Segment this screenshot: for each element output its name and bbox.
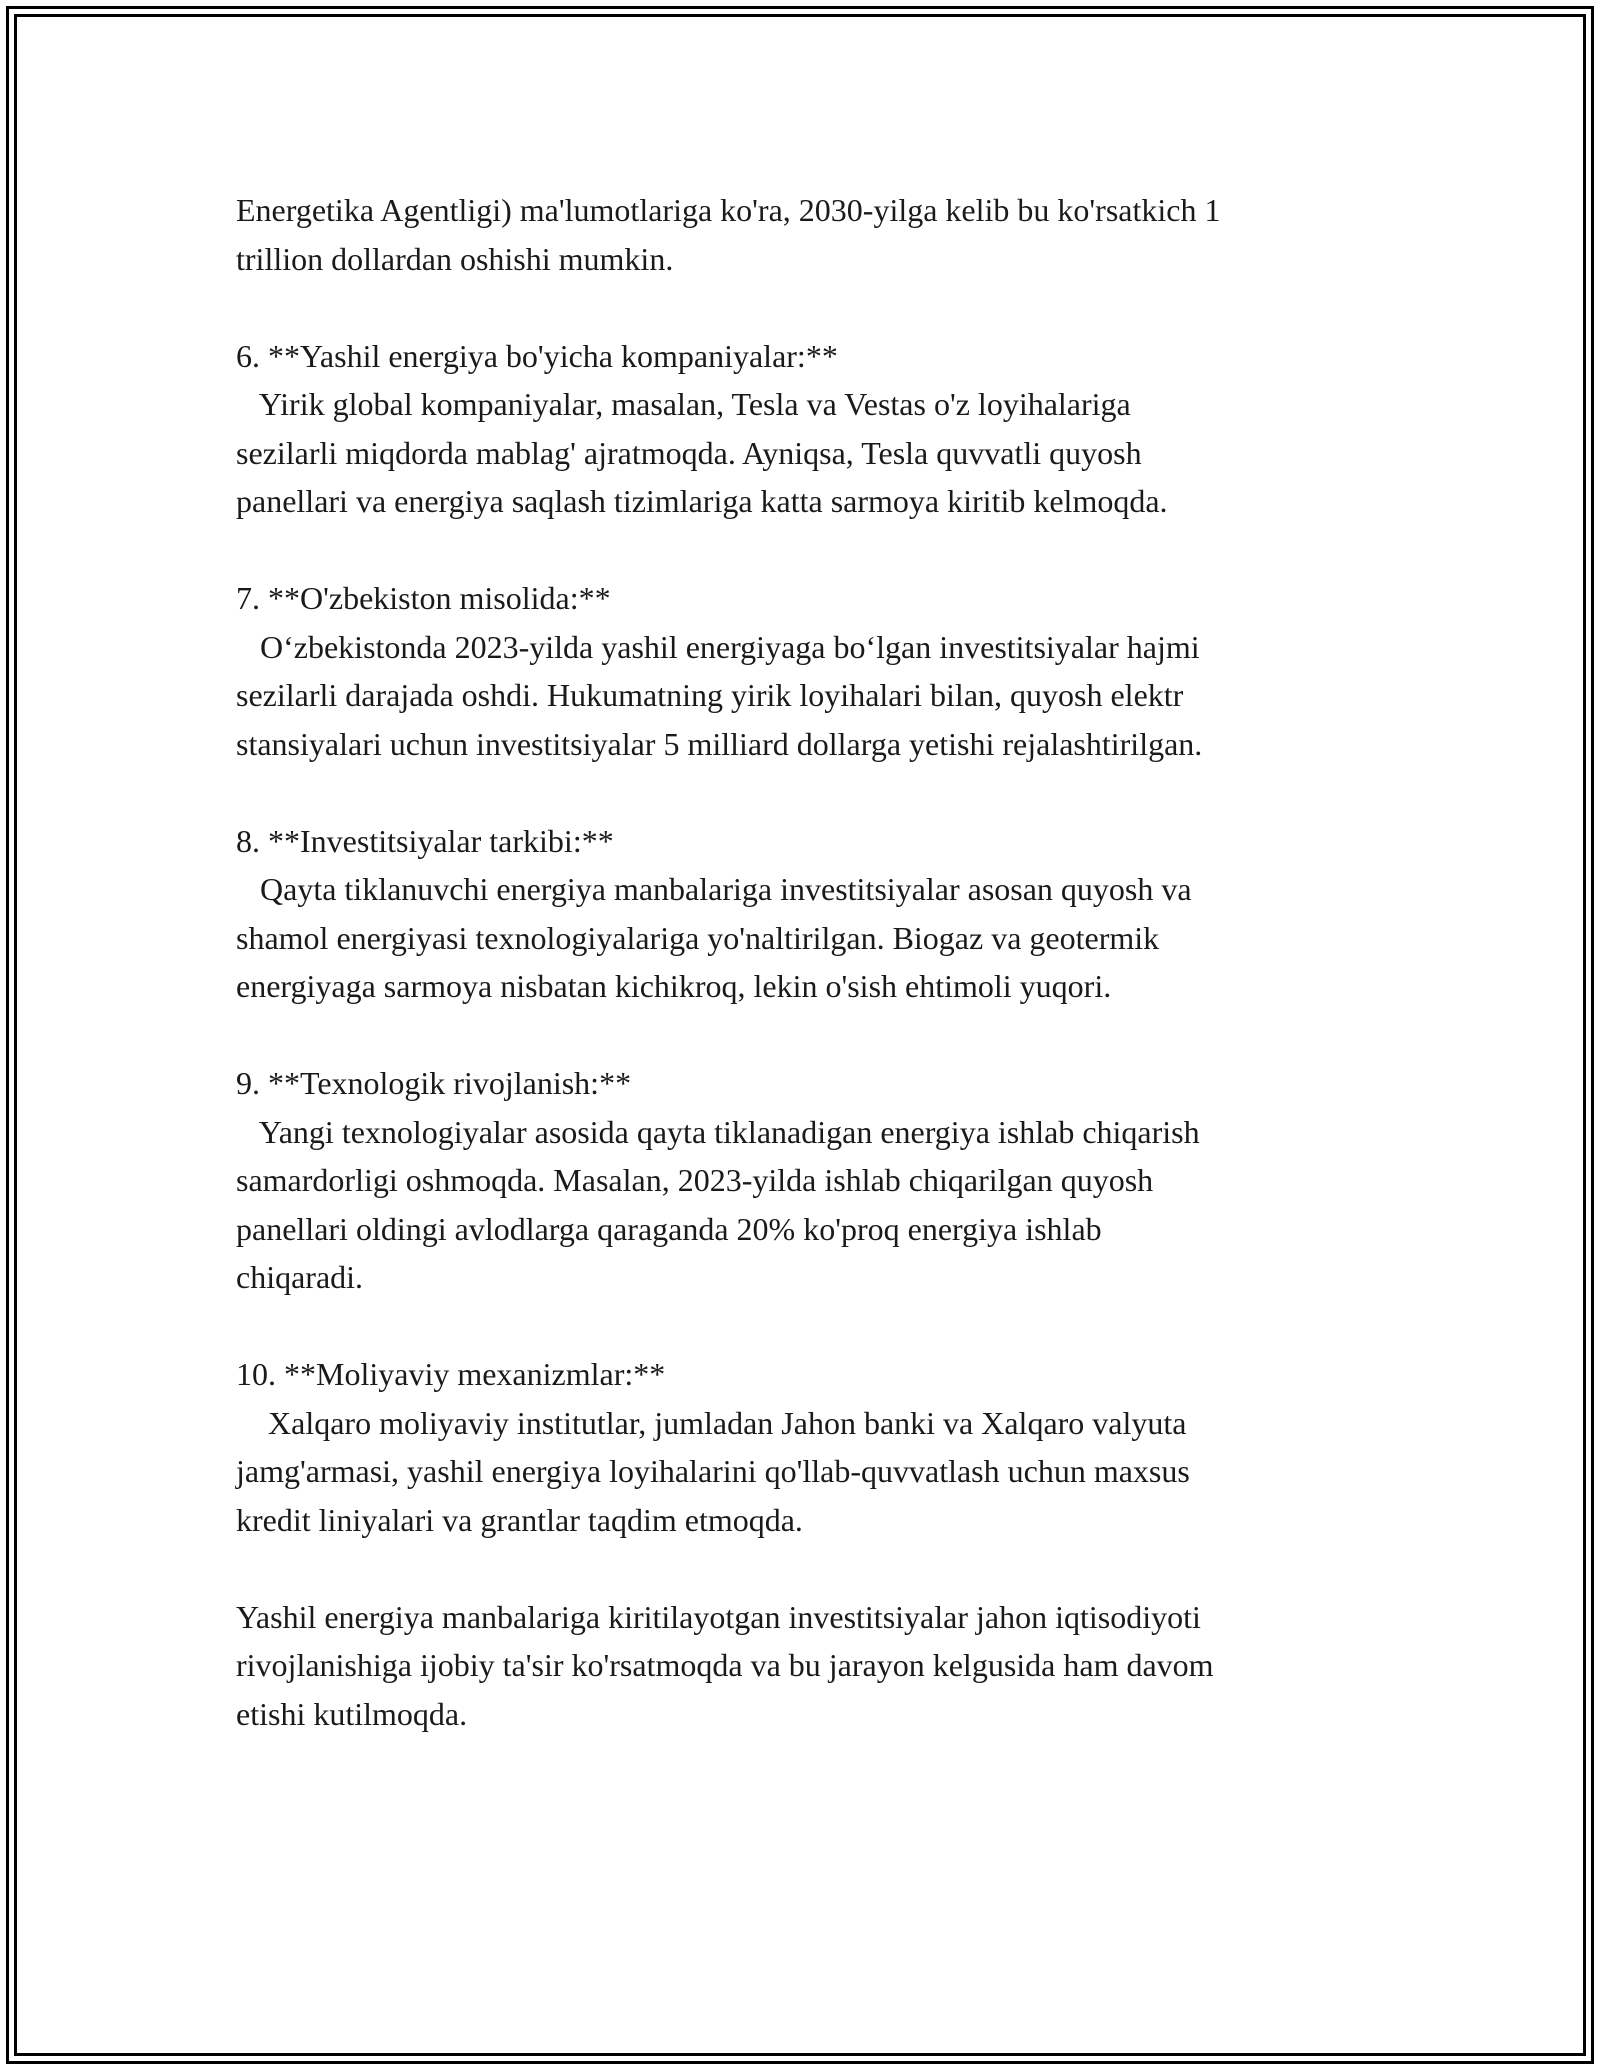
text-line: samardorligi oshmoqda. Masalan, 2023-yilda ishlab chiqarilgan quyosh (236, 1162, 1154, 1198)
text-line: Yangi texnologiyalar asosida qayta tiklanadigan energiya ishlab chiqarish (236, 1113, 1200, 1150)
text-line: Yashil energiya manbalariga kiritilayotgan investitsiyalar jahon iqtisodiyoti (236, 1598, 1201, 1635)
text-line: panellari va energiya saqlash tizimlariga katta sarmoya kiritib kelmoqda. (236, 483, 1168, 519)
conclusion-paragraph (236, 1593, 1386, 1739)
intro-paragraph (236, 186, 1386, 283)
document-body (236, 186, 1386, 1787)
text-line: sezilarli miqdorda mablag' ajratmoqda. Ayniqsa, Tesla quvvatli quyosh (236, 434, 1142, 471)
text-line: Oʻzbekistonda 2023-yilda yashil energiyaga boʻlgan investitsiyalar hajmi (236, 628, 1200, 665)
text-line: Energetika Agentligi) ma'lumotlariga ko'ra, 2030-yilga kelib bu ko'rsatkich 1 (236, 192, 1221, 228)
section-10 (236, 1350, 1386, 1544)
section-heading: 7. **O'zbekiston misolida:** (236, 580, 611, 616)
text-line: energiyaga sarmoya nisbatan kichikroq, lekin o'sish ehtimoli yuqori. (236, 968, 1112, 1004)
text-line: shamol energiyasi texnologiyalariga yo'naltirilgan. Biogaz va geotermik (236, 919, 1160, 956)
section-heading: 8. **Investitsiyalar tarkibi:** (236, 822, 614, 859)
text-line: trillion dollardan oshishi mumkin. (236, 240, 674, 277)
section-7 (236, 574, 1386, 768)
section-8 (236, 817, 1386, 1011)
text-line: stansiyalari uchun investitsiyalar 5 milliard dollarga yetishi rejalashtirilgan. (236, 725, 1203, 762)
section-9 (236, 1059, 1386, 1302)
section-heading: 10. **Moliyaviy mexanizmlar:** (236, 1356, 666, 1392)
text-line: Xalqaro moliyaviy institutlar, jumladan Jahon banki va Xalqaro valyuta (236, 1404, 1187, 1441)
section-heading: 6. **Yashil energiya bo'yicha kompaniyalar:** (236, 337, 838, 374)
text-line: sezilarli darajada oshdi. Hukumatning yirik loyihalari bilan, quyosh elektr (236, 677, 1184, 713)
text-line: Yirik global kompaniyalar, masalan, Tesla va Vestas o'z loyihalariga (236, 386, 1131, 422)
text-line: Qayta tiklanuvchi energiya manbalariga investitsiyalar asosan quyosh va (236, 871, 1192, 907)
text-line: panellari oldingi avlodlarga qaraganda 20% ko'proq energiya ishlab (236, 1210, 1102, 1247)
text-line: rivojlanishiga ijobiy ta'sir ko'rsatmoqda va bu jarayon kelgusida ham davom (236, 1647, 1214, 1683)
text-line: etishi kutilmoqda. (236, 1695, 468, 1732)
text-line: kredit liniyalari va grantlar taqdim etmoqda. (236, 1501, 803, 1538)
text-line: jamg'armasi, yashil energiya loyihalarini qo'llab-quvvatlash uchun maxsus (236, 1453, 1190, 1489)
section-6 (236, 332, 1386, 526)
text-line: chiqaradi. (236, 1259, 364, 1295)
section-heading: 9. **Texnologik rivojlanish:** (236, 1065, 632, 1101)
